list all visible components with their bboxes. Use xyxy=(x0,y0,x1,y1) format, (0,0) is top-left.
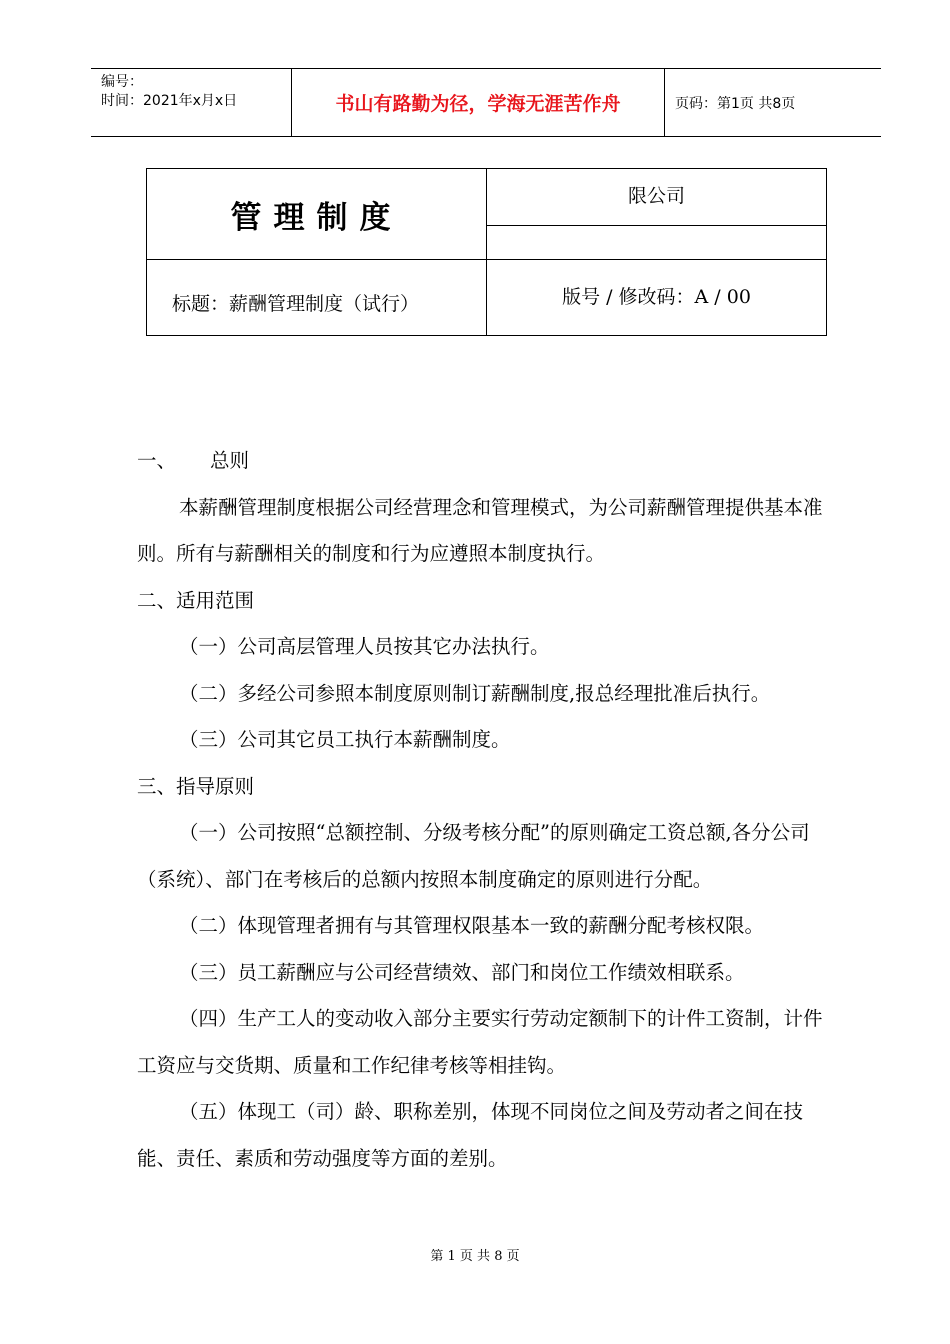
main-title: 管理制度 xyxy=(230,199,403,236)
table-divider xyxy=(147,259,826,260)
header-motto: 书山有路勤为径，学海无涯苦作舟 xyxy=(292,69,665,136)
section-heading: 二、适用范围 xyxy=(137,588,255,612)
paragraph: （二）多经公司参照本制度原则制订薪酬制度,报总经理批准后执行。 xyxy=(179,681,771,705)
header-page-info: 页码：第1页 共8页 xyxy=(675,95,796,112)
document-body xyxy=(137,438,837,1182)
section-heading xyxy=(137,438,837,485)
paragraph: （五）体现工（司）龄、职称差别，体现不同岗位之间及劳动者之间在技能、责任、素质和劳动强度等方面的差别。 xyxy=(137,1100,804,1170)
version-code: 版号 / 修改码：A / 00 xyxy=(562,286,751,308)
paragraph: （三）公司其它员工执行本薪酬制度。 xyxy=(179,728,511,751)
section-heading: 三、指导原则 xyxy=(137,774,255,798)
page-footer: 第 1 页 共 8 页 xyxy=(430,1249,520,1264)
title-table xyxy=(146,168,827,336)
section-number: 一、 xyxy=(137,449,177,472)
time-label: 时间：2021年x月x日 xyxy=(101,93,238,109)
document-header xyxy=(91,68,881,137)
paragraph: （一）公司按照“总额控制、分级考核分配”的原则确定工资总额,各分公司（系统）、部门在考核后的总额内按照本制度确定的原则进行分配。 xyxy=(137,821,810,891)
section-title: 总则 xyxy=(210,449,250,472)
number-label: 编号： xyxy=(101,74,143,90)
document-title: 标题：薪酬管理制度（试行） xyxy=(172,293,420,315)
paragraph: （四）生产工人的变动收入部分主要实行劳动定额制下的计件工资制，计件工资应与交货期、质量和工作纪律考核等相挂钩。 xyxy=(137,1007,823,1077)
header-meta xyxy=(91,69,292,136)
paragraph: （三）员工薪酬应与公司经营绩效、部门和岗位工作绩效相联系。 xyxy=(179,960,745,984)
paragraph: （二）体现管理者拥有与其管理权限基本一致的薪酬分配考核权限。 xyxy=(179,914,765,937)
company-name: 限公司 xyxy=(627,185,685,207)
paragraph: （一）公司高层管理人员按其它办法执行。 xyxy=(179,635,550,658)
table-divider xyxy=(487,225,826,226)
paragraph: 本薪酬管理制度根据公司经营理念和管理模式，为公司薪酬管理提供基本准则。所有与薪酬相关的制度和行为应遵照本制度执行。 xyxy=(137,495,823,565)
